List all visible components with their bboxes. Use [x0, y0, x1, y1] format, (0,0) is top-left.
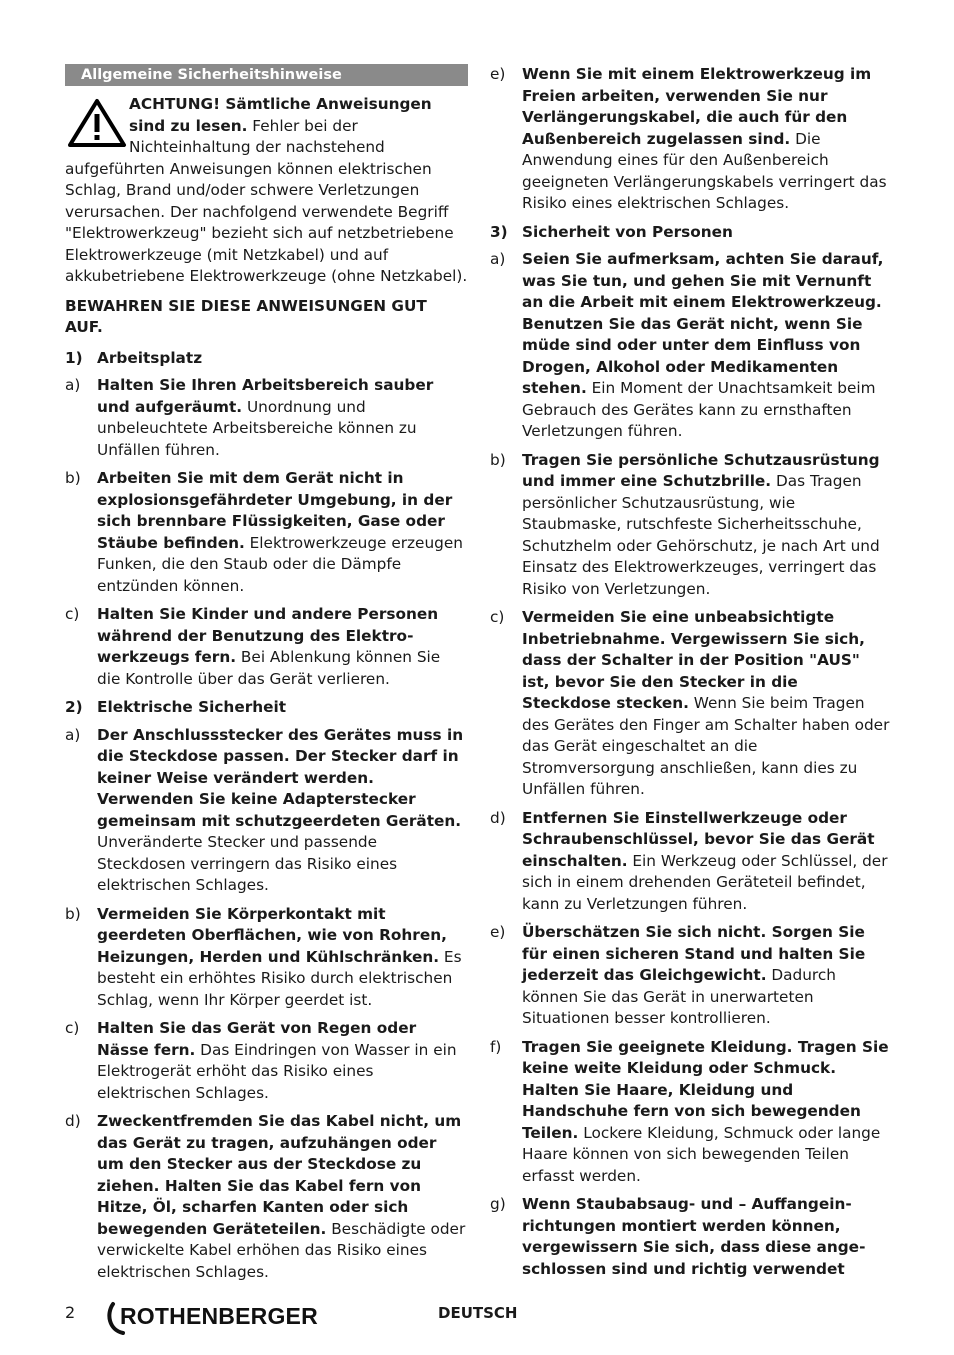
- left-column: [65, 64, 468, 1290]
- item-text: Das Eindringen von Wasser in ein Elektrogerät erhöht das Risiko eines elektrischen Schlages.: [97, 1040, 457, 1102]
- section-number: 3): [490, 222, 508, 241]
- item-label: b): [65, 469, 81, 487]
- section-heading: [65, 348, 468, 370]
- language-label: DEUTSCH: [438, 1304, 518, 1322]
- keep-notice: BEWAHREN SIE DIESE ANWEISUNGEN GUT AUF.: [65, 296, 427, 336]
- section-title: Arbeitsplatz: [97, 348, 203, 367]
- item-label: e): [490, 65, 506, 83]
- list-item: [490, 607, 890, 801]
- list-item: [490, 450, 890, 601]
- item-bold: Der Anschlussstecker des Gerätes muss in die Steckdose passen. Der Stecker darf in keiner Weise verändert werden. Verwenden Sie keine Adapterstecker gemeinsam mit schutzgeerdeten Geräten.: [97, 725, 464, 830]
- item-text: Unordnung und unbeleuchtete Arbeitsbereiche können zu Unfällen führen.: [97, 397, 417, 459]
- item-label: a): [65, 725, 81, 744]
- item-bold: Wenn Sie mit einem Elektrowerkzeug im Freien arbeiten, verwenden Sie nur Verlängerungskabel, die auch für den Außenbereich zugelassen sind.: [522, 65, 872, 148]
- svg-text:ROTHENBERGER: ROTHENBERGER: [120, 1303, 318, 1329]
- item-text: Beschädigte oder verwickelte Kabel erhöhen das Risiko eines elektrischen Schlages.: [97, 1219, 466, 1281]
- list-item: [490, 922, 890, 1030]
- page-footer: [65, 1300, 895, 1336]
- item-bold: Wenn Staubabsaug- und – Auffangeinrichtungen montiert werden können, vergewissern Sie sich, dass diese angeschlossen sind und richtig verwendet: [522, 1195, 866, 1278]
- item-text: Lockere Kleidung, Schmuck oder lange Haare können von sich bewegenden Teilen erfasst werden.: [522, 1123, 881, 1185]
- item-bold: Entfernen Sie Einstellwerkzeuge oder Schraubenschlüssel, bevor Sie das Gerät einschalten.: [522, 808, 875, 870]
- brand-logo: [107, 1300, 347, 1340]
- item-text: Ein Moment der Unachtsamkeit beim Gebrauch des Gerätes kann zu ernsthaften Verletzungen führen.: [522, 379, 876, 440]
- item-bold: Arbeiten Sie mit dem Gerät nicht in explosionsgefährdeter Umgebung, in der sich brennbare Flüssigkeiten, Gase oder Stäube befinden.: [97, 469, 453, 552]
- item-bold: Halten Sie Ihren Arbeitsbereich sauber und aufgeräumt.: [97, 376, 434, 416]
- item-label: f): [490, 1037, 502, 1056]
- list-item: [65, 725, 468, 897]
- item-text: Dadurch können Sie das Gerät in unerwarteten Situationen besser kontrollieren.: [522, 966, 836, 1027]
- section-number: 1): [65, 348, 83, 367]
- item-bold: Tragen Sie persönliche Schutzausrüstung und immer eine Schutzbrille.: [522, 450, 880, 490]
- item-label: b): [490, 450, 506, 469]
- item-text: Unveränderte Stecker und passende Steckdosen verringern das Risiko eines elektrischen Schlages.: [97, 833, 398, 894]
- list-item: [490, 249, 890, 443]
- item-text: Die Anwendung eines für den Außenbereich geeigneten Verlängerungskabels verringert das Risiko eines elektrischen Schlages.: [522, 129, 887, 212]
- section-title: Sicherheit von Personen: [522, 222, 733, 241]
- item-bold: Halten Sie das Gerät von Regen oder Nässe fern.: [97, 1019, 417, 1059]
- item-bold: Vermeiden Sie eine unbeabsichtigte Inbetriebnahme. Vergewissern Sie sich, dass der Schalter in der Position "AUS" ist, bevor Sie den Stecker in die Steckdose stecken.: [522, 608, 865, 712]
- item-bold: Vermeiden Sie Körperkontakt mit geerdeten Oberflächen, wie von Rohren, Heizungen, Herden und Kühlschränken.: [97, 904, 447, 966]
- item-label: a): [490, 250, 506, 268]
- list-item: [490, 1194, 890, 1280]
- list-item: [490, 808, 890, 916]
- item-text: Ein Werkzeug oder Schlüssel, der sich in einem drehenden Geräteteil befindet, kann zu Verletzungen führen.: [522, 851, 888, 913]
- list-item: [65, 375, 468, 461]
- item-label: d): [65, 1112, 81, 1130]
- warning-body: Fehler bei der Nichteinhaltung der nachstehend aufgeführten Anweisungen können elektrischen Schlag, Brand und/oder schwere Verletzungen verursachen. Der nachfolgend verwendete Begriff "Elektrowerkzeug" bezieht sich auf netzbetriebene Elektrowerkzeuge (mit Netzkabel) und auf akkubetriebene Elektrowerkzeuge (ohne Netzkabel).: [65, 116, 468, 285]
- section-title: Elektrische Sicherheit: [97, 698, 287, 716]
- page-number: 2: [65, 1303, 76, 1322]
- item-bold: Zweckentfremden Sie das Kabel nicht, um das Gerät zu tragen, aufzuhängen oder um den Stecker aus der Steckdose zu ziehen. Halten Sie das Kabel fern von Hitze, Öl, scharfen Kanten oder sich bewegenden Geräteteilen.: [97, 1112, 462, 1238]
- item-text: Bei Ablenkung können Sie die Kontrolle über das Gerät verlieren.: [97, 648, 441, 688]
- section-header: Allgemeine Sicherheitshinweise: [65, 64, 468, 86]
- item-text: Es besteht ein erhöhtes Risiko durch elektrischen Schlag, wenn Ihr Körper geerdet ist.: [97, 947, 462, 1009]
- item-label: d): [490, 808, 506, 827]
- item-label: b): [65, 904, 81, 923]
- item-label: c): [490, 608, 505, 626]
- item-bold: Seien Sie aufmerksam, achten Sie darauf, was Sie tun, und gehen Sie mit Vernunft an die Arbeit mit einem Elektrowerkzeug. Benutzen Sie das Gerät nicht, wenn Sie müde sind oder unter dem Einfluss von Drogen, Alkohol oder Medikamenten stehen.: [522, 250, 884, 397]
- item-bold: Überschätzen Sie sich nicht. Sorgen Sie für einen sicheren Stand und halten Sie jederzeit das Gleichgewicht.: [522, 923, 866, 984]
- section-heading: [490, 222, 890, 244]
- warning-triangle-icon: [65, 94, 129, 146]
- item-bold: Tragen Sie geeignete Kleidung. Tragen Sie keine weite Kleidung oder Schmuck. Halten Sie Haare, Kleidung und Handschuhe fern von sich bewegenden Teilen.: [522, 1037, 889, 1142]
- section-heading: [65, 697, 468, 719]
- warning-block: [65, 94, 468, 288]
- list-item: [65, 468, 468, 597]
- list-item: [490, 1037, 890, 1188]
- item-label: c): [65, 605, 80, 623]
- item-label: c): [65, 1019, 80, 1037]
- list-item: [65, 904, 468, 1012]
- item-text: Das Tragen persönlicher Schutzausrüstung, wie Staubmaske, rutschfeste Sicherheitsschuhe, Schutzhelm oder Gehörschutz, je nach Art und Einsatz des Elektrowerkzeuges, verringert das Risiko von Verletzungen.: [522, 472, 880, 598]
- list-item: [65, 1111, 468, 1283]
- warning-bold: ACHTUNG! Sämtliche Anweisungen sind zu lesen.: [129, 95, 432, 135]
- right-column: [490, 64, 890, 1287]
- item-label: e): [490, 923, 506, 941]
- list-item: [65, 604, 468, 690]
- list-item: [490, 64, 890, 215]
- item-bold: Halten Sie Kinder und andere Personen während der Benutzung des Elektrowerkzeugs fern.: [97, 605, 439, 666]
- section-number: 2): [65, 698, 83, 716]
- item-label: g): [490, 1195, 506, 1213]
- item-label: a): [65, 376, 81, 394]
- list-item: [65, 1018, 468, 1104]
- item-text: Wenn Sie beim Tragen des Gerätes den Finger am Schalter haben oder das Gerät eingeschaltet an die Stromversorgung anschließen, kann dies zu Unfällen führen.: [522, 694, 890, 798]
- item-text: Elektrowerkzeuge erzeugen Funken, die den Staub oder die Dämpfe entzünden können.: [97, 533, 463, 595]
